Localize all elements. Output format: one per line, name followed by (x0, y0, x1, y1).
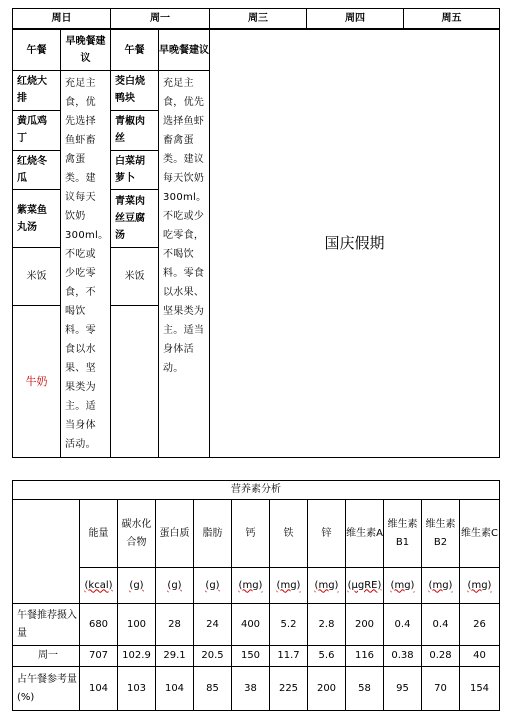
nutrient-header-row (13, 500, 500, 568)
col-vitamin-b2: 维生素B2 (422, 500, 460, 568)
col-carbohydrate: 碳水化合物 (118, 500, 156, 568)
unit-vitamin-c: (mg) (467, 579, 492, 591)
table-cell: 0.38 (384, 646, 422, 667)
table-cell: 26 (460, 604, 500, 646)
table-cell: 200 (308, 667, 346, 711)
col-protein: 蛋白质 (156, 500, 194, 568)
table-cell: 11.7 (270, 646, 308, 667)
col-iron: 铁 (270, 500, 308, 568)
table-cell: 102.9 (118, 646, 156, 667)
table-cell: 29.1 (156, 646, 194, 667)
table-cell: 154 (460, 667, 500, 711)
col-zinc: 锌 (308, 500, 346, 568)
table-cell: 2.8 (308, 604, 346, 646)
unit-carbohydrate: (g) (129, 579, 144, 591)
monday-lunch-header: 午餐 (111, 29, 159, 71)
table-row (13, 646, 500, 667)
monday-lunch-empty (111, 305, 159, 457)
unit-vitamin-b2: (mg) (428, 579, 453, 591)
subheader-row (13, 29, 500, 71)
monday-dish-2: 青椒肉丝 (111, 110, 159, 150)
sunday-milk: 牛奶 (13, 305, 61, 457)
table-cell: 28 (156, 604, 194, 646)
sunday-dish-4: 紫菜鱼丸汤 (13, 190, 61, 247)
weekly-menu-table (12, 8, 500, 458)
table-cell: 0.4 (384, 604, 422, 646)
table-cell: 150 (232, 646, 270, 667)
table-cell: 95 (384, 667, 422, 711)
day-header-monday: 周一 (111, 9, 210, 30)
day-header-row (13, 9, 500, 30)
table-cell: 40 (460, 646, 500, 667)
table-cell: 100 (118, 604, 156, 646)
sunday-advice-header: 早晚餐建议 (61, 29, 111, 71)
col-energy: 能量 (80, 500, 118, 568)
row-label-monday: 周一 (13, 646, 80, 667)
monday-dish-1: 茭白烧鸭块 (111, 71, 159, 111)
table-cell: 0.4 (422, 604, 460, 646)
sunday-advice: 充足主食，优先选择鱼虾畜禽蛋类。建议每天饮奶300ml。不吃或少吃零食，不喝饮料。零食以水果、坚果类为主。适当身体活动。 (61, 71, 111, 458)
col-fat: 脂肪 (194, 500, 232, 568)
monday-dish-3: 白菜胡萝卜 (111, 150, 159, 190)
table-row (13, 604, 500, 646)
unit-energy: (kcal) (84, 579, 113, 591)
table-cell: 24 (194, 604, 232, 646)
table-cell: 5.2 (270, 604, 308, 646)
col-vitamin-a: 维生素A (346, 500, 384, 568)
sunday-dish-1: 红烧大排 (13, 71, 61, 111)
sunday-dish-2: 黄瓜鸡丁 (13, 110, 61, 150)
table-cell: 5.6 (308, 646, 346, 667)
table-cell: 104 (156, 667, 194, 711)
table-cell: 20.5 (194, 646, 232, 667)
col-vitamin-b1: 维生素B1 (384, 500, 422, 568)
sunday-lunch-header: 午餐 (13, 29, 61, 71)
monday-rice: 米饭 (111, 247, 159, 305)
unit-protein: (g) (167, 579, 182, 591)
table-cell: 104 (80, 667, 118, 711)
table-cell: 116 (346, 646, 384, 667)
table-cell: 200 (346, 604, 384, 646)
day-header-wednesday: 周三 (210, 9, 307, 30)
col-vitamin-c: 维生素C (460, 500, 500, 568)
table-cell: 38 (232, 667, 270, 711)
nutrition-table (12, 480, 500, 711)
holiday-cell: 国庆假期 (210, 29, 500, 458)
table-row (13, 667, 500, 711)
unit-calcium: (mg) (238, 579, 263, 591)
unit-zinc: (mg) (314, 579, 339, 591)
unit-iron: (mg) (276, 579, 301, 591)
row-label-percent: 占午餐参考量(%) (13, 667, 80, 711)
table-cell: 58 (346, 667, 384, 711)
col-calcium: 钙 (232, 500, 270, 568)
unit-fat: (g) (205, 579, 220, 591)
unit-row (13, 568, 500, 604)
row-label-recommended: 午餐推荐摄入量 (13, 604, 80, 646)
unit-vitamin-a: (μgRE) (347, 579, 382, 591)
nutrient-header-corner (13, 500, 80, 604)
table-cell: 103 (118, 667, 156, 711)
sunday-dish-3: 红烧冬瓜 (13, 150, 61, 190)
monday-advice-header: 早晚餐建议 (159, 29, 210, 71)
table-cell: 70 (422, 667, 460, 711)
table-cell: 225 (270, 667, 308, 711)
sunday-rice: 米饭 (13, 247, 61, 305)
unit-vitamin-b1: (mg) (390, 579, 415, 591)
table-cell: 680 (80, 604, 118, 646)
table-cell: 400 (232, 604, 270, 646)
day-header-sunday: 周日 (13, 9, 111, 30)
table-cell: 707 (80, 646, 118, 667)
table-cell: 85 (194, 667, 232, 711)
nutrition-title: 营养素分析 (13, 481, 500, 500)
monday-dish-4: 青菜肉丝豆腐汤 (111, 190, 159, 247)
table-cell: 0.28 (422, 646, 460, 667)
monday-advice: 充足主食，优先选择鱼虾畜禽蛋类。建议每天饮奶300ml。不吃或少吃零食，不喝饮料。零食以水果、坚果类为主。适当身体活动。 (159, 71, 210, 458)
day-header-thursday: 周四 (307, 9, 404, 30)
day-header-friday: 周五 (404, 9, 500, 30)
